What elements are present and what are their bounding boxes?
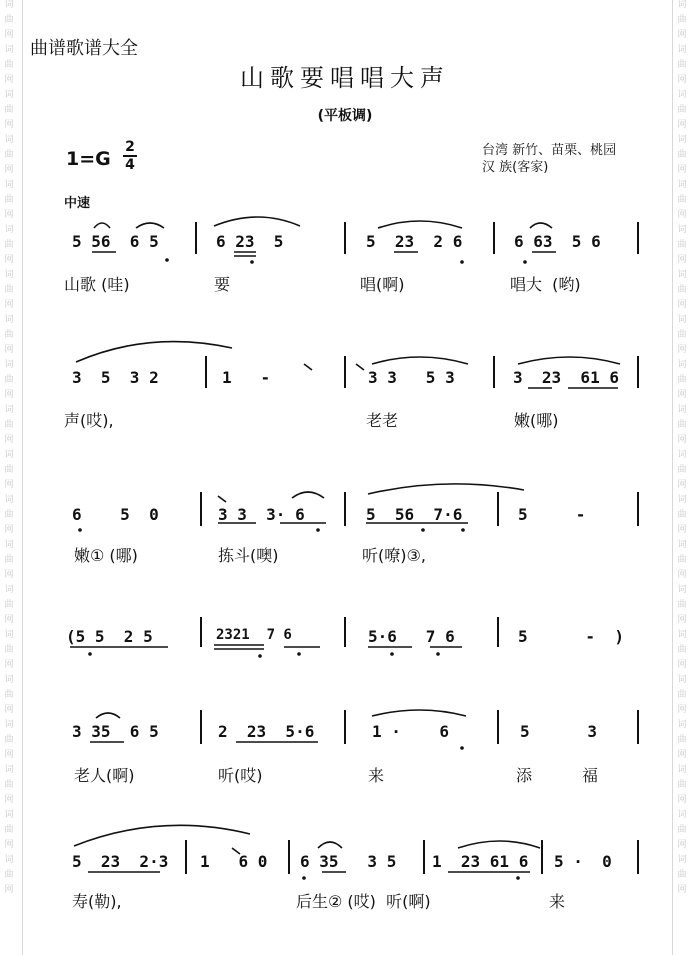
lyric-s5-3: 来	[368, 766, 385, 785]
lyric-s3-3: 听(嘹)③,	[362, 546, 426, 565]
lyric-s6-1: 寿(勒),	[72, 892, 122, 911]
octave-dot	[460, 746, 464, 750]
watermark-glyph: 曲	[677, 510, 687, 520]
watermark-glyph: 网	[677, 885, 687, 895]
watermark-glyph: 网	[677, 570, 687, 580]
watermark-glyph: 词	[4, 675, 14, 685]
watermark-glyph: 曲	[677, 330, 687, 340]
octave-dot	[297, 652, 301, 656]
slur	[96, 713, 120, 718]
watermark-glyph: 词	[4, 225, 14, 235]
notes-s1-m2: 6 23 5	[216, 232, 284, 251]
watermark-glyph: 网	[677, 750, 687, 760]
watermark-glyph: 词	[4, 90, 14, 100]
octave-dot	[421, 528, 425, 532]
origin-line-2: 汉 族(客家)	[482, 160, 549, 175]
time-signature-top: 2	[125, 139, 135, 155]
watermark-glyph: 网	[4, 165, 14, 175]
lyric-s1-1: 山歌 (哇)	[64, 275, 130, 294]
watermark-glyph: 词	[4, 540, 14, 550]
watermark-glyph: 曲	[4, 285, 14, 295]
watermark-glyph: 词	[677, 450, 687, 460]
watermark-glyph: 网	[4, 120, 14, 130]
watermark-glyph: 曲	[677, 555, 687, 565]
notes-s5-m3: 1 · 6	[372, 722, 450, 741]
notes-s1-m3: 5 23 2 6	[366, 232, 463, 251]
notes-s1-m4: 6 63 5 6	[514, 232, 601, 251]
watermark-glyph: 曲	[677, 825, 687, 835]
octave-dot	[250, 260, 254, 264]
lyric-s1-3: 唱(啊)	[360, 275, 405, 294]
watermark-glyph: 曲	[4, 330, 14, 340]
watermark-glyph: 曲	[4, 15, 14, 25]
slur	[372, 710, 466, 716]
watermark-glyph: 词	[677, 315, 687, 325]
watermark-glyph: 词	[4, 585, 14, 595]
lyric-s5-1: 老人(啊)	[74, 766, 135, 785]
watermark-glyph: 词	[677, 270, 687, 280]
watermark-glyph: 词	[677, 405, 687, 415]
breath-mark	[218, 496, 226, 502]
watermark-glyph: 词	[677, 90, 687, 100]
watermark-glyph: 曲	[4, 150, 14, 160]
song-subtitle: (平板调)	[317, 108, 373, 124]
watermark-glyph: 词	[4, 810, 14, 820]
watermark-glyph: 词	[677, 765, 687, 775]
watermark-glyph: 网	[677, 435, 687, 445]
watermark-glyph: 网	[677, 165, 687, 175]
octave-dot	[302, 876, 306, 880]
slur	[372, 357, 468, 364]
notes-s2-m4: 3 23 61 6	[513, 368, 619, 387]
watermark-glyph: 网	[677, 75, 687, 85]
watermark-glyph: 网	[4, 750, 14, 760]
watermark-glyph: 曲	[4, 870, 14, 880]
watermark-glyph: 曲	[4, 735, 14, 745]
octave-dot	[165, 258, 169, 262]
watermark-glyph: 词	[4, 180, 14, 190]
notes-s4-m3: 5·6 7 6	[368, 627, 455, 646]
watermark-glyph: 网	[4, 480, 14, 490]
tempo-marking: 中速	[64, 196, 91, 211]
lyric-s2-3: 嫩(哪)	[514, 411, 559, 430]
watermark-glyph: 网	[4, 570, 14, 580]
watermark-glyph: 网	[677, 795, 687, 805]
lyric-s6-2: 后生② (哎) 听(啊)	[296, 892, 431, 911]
watermark-glyph: 网	[4, 840, 14, 850]
watermark-glyph: 网	[677, 615, 687, 625]
notes-s6-m2: 1 6 0	[200, 852, 268, 871]
watermark-glyph: 曲	[677, 105, 687, 115]
watermark-glyph: 词	[4, 135, 14, 145]
watermark-glyph: 网	[677, 705, 687, 715]
notes-s5-m1: 3 35 6 5	[72, 722, 159, 741]
watermark-glyph: 词	[677, 630, 687, 640]
watermark-glyph: 网	[4, 255, 14, 265]
watermark-glyph: 词	[677, 135, 687, 145]
watermark-glyph: 词	[4, 765, 14, 775]
slur	[378, 221, 462, 228]
octave-dot	[461, 528, 465, 532]
watermark-glyph: 曲	[677, 420, 687, 430]
watermark-glyph: 曲	[4, 105, 14, 115]
notes-s5-m4: 5 3	[520, 722, 598, 741]
slur	[76, 342, 232, 362]
watermark-glyph: 网	[677, 120, 687, 130]
watermark-glyph: 网	[677, 255, 687, 265]
watermark-glyph: 词	[677, 495, 687, 505]
watermark-glyph: 曲	[677, 60, 687, 70]
watermark-glyph: 曲	[4, 825, 14, 835]
watermark-glyph: 网	[677, 300, 687, 310]
watermark-glyph: 曲	[4, 780, 14, 790]
watermark-glyph: 词	[4, 450, 14, 460]
notes-s2-m2: 1 -	[222, 368, 271, 387]
watermark-glyph: 词	[4, 45, 14, 55]
slur	[368, 484, 524, 494]
watermark-glyph: 词	[677, 720, 687, 730]
watermark-glyph: 网	[4, 660, 14, 670]
lyric-s3-1: 嫩① (哪)	[74, 546, 138, 565]
watermark-glyph: 网	[677, 660, 687, 670]
octave-dot	[316, 528, 320, 532]
watermark-glyph: 词	[677, 0, 687, 10]
origin-line-1: 台湾 新竹、苗栗、桃园	[482, 143, 617, 158]
watermark-glyph: 曲	[4, 555, 14, 565]
watermark-glyph: 词	[4, 855, 14, 865]
notes-s3-m3: 5 56 7·6	[366, 505, 463, 524]
watermark-glyph: 曲	[4, 690, 14, 700]
slur	[458, 841, 540, 848]
watermark-glyph: 曲	[4, 240, 14, 250]
notes-s6-m4: 1 23 61 6	[432, 852, 529, 871]
notes-s5-m2: 2 23 5·6	[218, 722, 315, 741]
slur	[94, 223, 110, 228]
watermark-glyph: 曲	[4, 645, 14, 655]
watermark-glyph: 网	[677, 390, 687, 400]
slur	[518, 357, 620, 364]
watermark-glyph: 词	[677, 45, 687, 55]
breath-mark	[304, 364, 312, 370]
notes-s2-m3: 3 3 5 3	[368, 368, 455, 387]
watermark-glyph: 网	[4, 435, 14, 445]
slur	[74, 825, 250, 846]
watermark-glyph: 曲	[4, 375, 14, 385]
octave-dot	[516, 876, 520, 880]
slur	[318, 842, 342, 848]
time-signature-bottom: 4	[125, 157, 135, 173]
watermark-glyph: 词	[677, 225, 687, 235]
watermark-glyph: 网	[4, 525, 14, 535]
slur	[214, 217, 300, 226]
watermark-glyph: 词	[677, 675, 687, 685]
watermark-glyph: 网	[4, 345, 14, 355]
slur	[292, 492, 324, 498]
notes-s3-m1: 6 5 0	[72, 505, 159, 524]
key-signature: 1=G	[66, 148, 111, 170]
watermark-glyph: 曲	[4, 60, 14, 70]
watermark-glyph: 网	[4, 30, 14, 40]
watermark-glyph: 网	[677, 480, 687, 490]
watermark-glyph: 曲	[677, 690, 687, 700]
notes-s3-m2: 3 3 3· 6	[218, 505, 305, 524]
octave-dot	[436, 652, 440, 656]
watermark-glyph: 网	[4, 300, 14, 310]
lyric-s6-3: 来	[549, 892, 566, 911]
watermark-glyph: 网	[4, 615, 14, 625]
watermark-glyph: 词	[677, 180, 687, 190]
lyric-s5-4: 添	[516, 766, 533, 785]
watermark-glyph: 曲	[677, 150, 687, 160]
watermark-glyph: 曲	[4, 600, 14, 610]
watermark-glyph: 曲	[677, 195, 687, 205]
watermark-glyph: 曲	[4, 465, 14, 475]
watermark-glyph: 网	[4, 885, 14, 895]
slur	[530, 223, 552, 228]
watermark-glyph: 网	[4, 390, 14, 400]
lyric-s2-1: 声(哎),	[64, 411, 114, 430]
watermark-glyph: 网	[677, 30, 687, 40]
watermark-glyph: 词	[677, 810, 687, 820]
watermark-glyph: 词	[4, 360, 14, 370]
watermark-glyph: 词	[677, 855, 687, 865]
watermark-glyph: 曲	[677, 735, 687, 745]
notes-s4-m4: 5 - )	[518, 627, 624, 646]
breath-mark	[356, 364, 364, 370]
watermark-glyph: 曲	[677, 780, 687, 790]
watermark-glyph: 曲	[677, 240, 687, 250]
notes-s6-m5: 5 · 0	[554, 852, 612, 871]
octave-dot	[258, 654, 262, 658]
notes-s2-m1: 3 5 3 2	[72, 368, 159, 387]
song-title: 山歌要唱唱大声	[240, 64, 450, 92]
watermark-glyph: 曲	[677, 285, 687, 295]
watermark-glyph: 网	[677, 840, 687, 850]
notes-s1-m1: 5 56 6 5	[72, 232, 159, 251]
watermark-glyph: 词	[4, 495, 14, 505]
watermark-glyph: 网	[677, 525, 687, 535]
watermark-glyph: 网	[677, 210, 687, 220]
watermark-glyph: 词	[677, 360, 687, 370]
breath-mark	[232, 848, 240, 854]
watermark-glyph: 词	[4, 0, 14, 10]
octave-dot	[390, 652, 394, 656]
watermark-glyph: 网	[4, 705, 14, 715]
octave-dot	[88, 652, 92, 656]
watermark-glyph: 网	[4, 210, 14, 220]
watermark-glyph: 词	[4, 630, 14, 640]
octave-dot	[78, 528, 82, 532]
octave-dot	[460, 260, 464, 264]
lyric-s1-2: 要	[214, 275, 231, 294]
watermark-glyph: 曲	[677, 645, 687, 655]
notes-s4-m2: 2321 7 6	[216, 627, 292, 643]
watermark-glyph: 词	[4, 405, 14, 415]
watermark-glyph: 曲	[677, 375, 687, 385]
watermark-glyph: 曲	[4, 195, 14, 205]
notes-s4-m1: (5 5 2 5	[66, 627, 153, 646]
slur	[136, 223, 164, 228]
lyric-s5-2: 听(哎)	[218, 766, 263, 785]
notes-s3-m4: 5 -	[518, 505, 586, 524]
watermark-glyph: 词	[4, 315, 14, 325]
lyric-s2-2: 老老	[366, 411, 399, 430]
watermark-glyph: 词	[677, 585, 687, 595]
lyric-s1-4: 唱大 (哟)	[510, 275, 581, 294]
watermark-glyph: 词	[677, 540, 687, 550]
notes-s6-m3: 6 35 3 5	[300, 852, 397, 871]
watermark-glyph: 曲	[677, 465, 687, 475]
watermark-glyph: 曲	[4, 420, 14, 430]
notes-s6-m1: 5 23 2·3	[72, 852, 169, 871]
watermark-glyph: 网	[4, 75, 14, 85]
lyric-s5-5: 福	[582, 766, 599, 785]
watermark-glyph: 网	[677, 345, 687, 355]
site-name: 曲谱歌谱大全	[30, 38, 138, 59]
watermark-glyph: 曲	[677, 600, 687, 610]
watermark-glyph: 曲	[677, 870, 687, 880]
watermark-glyph: 曲	[4, 510, 14, 520]
octave-dot	[523, 260, 527, 264]
watermark-glyph: 词	[4, 270, 14, 280]
watermark-glyph: 曲	[677, 15, 687, 25]
watermark-glyph: 网	[4, 795, 14, 805]
lyric-s3-2: 拣斗(噢)	[218, 546, 279, 565]
watermark-glyph: 词	[4, 720, 14, 730]
